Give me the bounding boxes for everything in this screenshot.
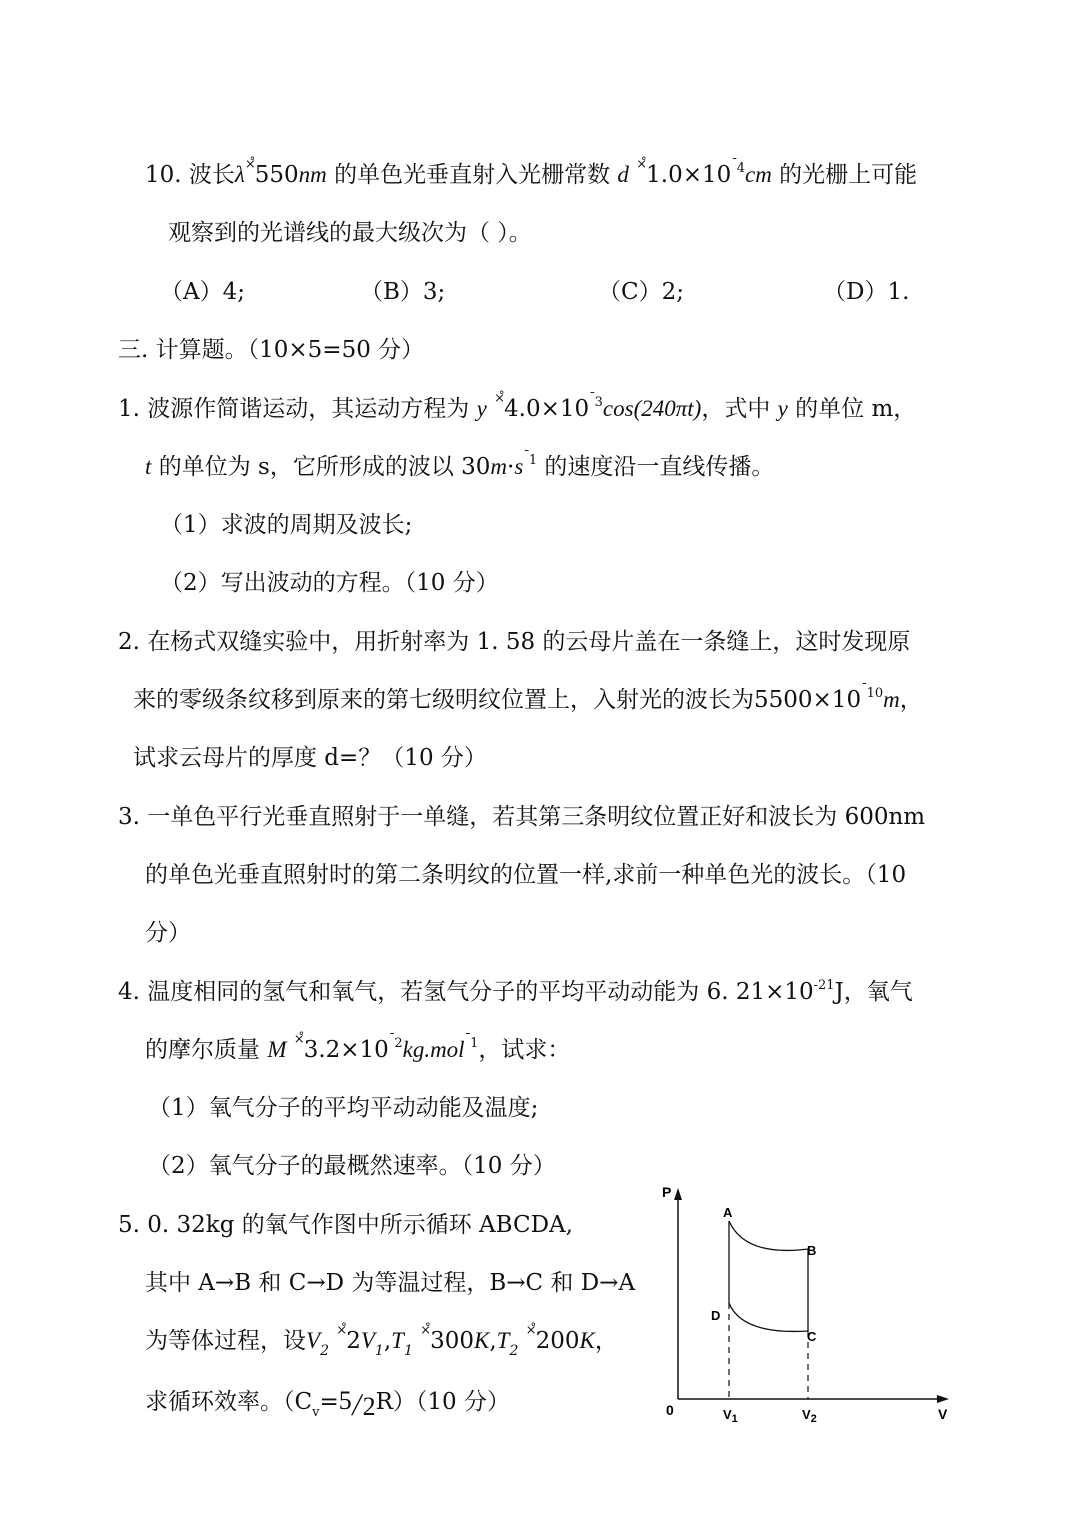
p1-y-2: y: [777, 396, 788, 421]
point-c: C: [807, 1329, 817, 1344]
p-axis-label: P: [662, 1184, 672, 1200]
p1-q1: （1）求波的周期及波长;: [160, 512, 413, 538]
point-a: A: [723, 1205, 733, 1220]
point-d: D: [711, 1308, 721, 1323]
p2-line2: 来的零级条纹移到原来的第七级明纹位置上，入射光的波长为$5500\times 10^{ˉ10}m$，: [133, 682, 923, 713]
p4-line2: 的摩尔质量 M $^{\times̊}3.2\times 10^{ˉ2}kg.mol^{ˉ1}$，试求：: [145, 1032, 571, 1063]
p3-line1: 3. 一单色平行光垂直照射于一单缝，若其第三条明纹位置正好和波长为 600nm: [118, 804, 926, 830]
p4-q1: （1）氧气分子的平均平动动能及温度;: [148, 1095, 539, 1121]
q10-choice-b: （B）3;: [360, 279, 446, 305]
q10-choice-d: （D）1.: [823, 279, 910, 305]
p-axis-arrow: [674, 1188, 682, 1200]
q10-choice-a: （A）4;: [160, 279, 245, 305]
q10-line1: 10. 波长λ×̊550nm 的单色光垂直射入光栅常数 d $^{\times̊}1.0\times 10^{ˉ4}cm$ 的光栅上可能: [145, 157, 918, 188]
p5-line1: 5. 0. 32kg 的氧气作图中所示循环 ABCDA,: [118, 1212, 573, 1238]
p1-q2: （2）写出波动的方程。（10 分）: [160, 570, 499, 596]
p2-line1: 2. 在杨式双缝实验中，用折射率为 1. 58 的云母片盖在一条缝上，这时发现原: [118, 629, 911, 655]
v-axis-arrow: [937, 1395, 949, 1403]
q10-line2: 观察到的光谱线的最大级次为（ ）。: [168, 220, 532, 246]
p1-line2: t 的单位为 s，它所形成的波以 $30m\cdot s^{ˉ1}$ 的速度沿一直线传播。: [145, 449, 775, 480]
q10-choice-c: （C）2;: [598, 279, 684, 305]
p4-q2: （2）氧气分子的最概然速率。（10 分）: [148, 1153, 556, 1179]
point-b: B: [807, 1243, 817, 1258]
p3-line2: 的单色光垂直照射时的第二条明纹的位置一样,求前一种单色光的波长。（10: [145, 862, 907, 888]
ab-isotherm: [729, 1221, 808, 1250]
junk2: ×̊: [636, 157, 647, 172]
p4-line1: 4. 温度相同的氢气和氧气，若氢气分子的平均平动动能为 6. $21\times 10^{-21}J$，氧气: [118, 978, 913, 1005]
origin-label: 0: [666, 1402, 674, 1418]
p5-line2: 其中 A→B 和 C→D 为等温过程，B→C 和 D→A: [145, 1270, 636, 1296]
p1-line1: 1. 波源作简谐运动，其运动方程为 y $^{\times̊}4.0\times 10^{ˉ3}\cos(240\pi t)$，式中 y 的单位 m，: [118, 391, 917, 422]
v-axis-label: V: [938, 1406, 948, 1422]
p5-line4: 求循环效率。$(C_v=5╱2R)(10$ 分）: [145, 1386, 510, 1421]
cd-isotherm: [729, 1303, 808, 1331]
pv-diagram: [650, 1175, 960, 1430]
v1-label: $V_1$: [723, 1407, 738, 1425]
p5-line3: 为等体过程，设$V_2$ $^{\times̊}2V_1,T_1$ $^{\times̊}300K,T_2$ ×̊200K，: [145, 1323, 618, 1359]
p3-line3: 分）: [145, 920, 191, 946]
v2-label: $V_2$: [802, 1407, 817, 1425]
section-title: 三. 计算题。（10×5=50 分）: [118, 337, 425, 363]
p2-line3: 试求云母片的厚度 d=？（10 分）: [133, 745, 487, 771]
